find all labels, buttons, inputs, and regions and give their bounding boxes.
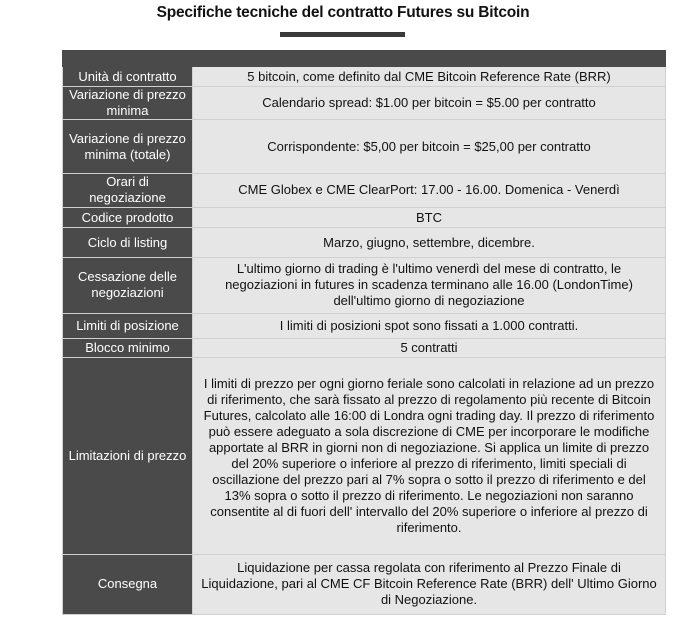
table-row-codice xyxy=(63,208,666,227)
header-cell-right xyxy=(193,51,666,67)
header-cell-left xyxy=(63,51,193,67)
row-value: Calendario spread: $1.00 per bitcoin = $5.00 per contratto xyxy=(193,86,666,120)
row-value: 5 bitcoin, come definito dal CME Bitcoin Reference Rate (BRR) xyxy=(193,67,666,86)
table-row-orari xyxy=(63,173,666,208)
row-label: Variazione di prezzo minima xyxy=(63,86,193,120)
row-label: Variazione di prezzo minima (totale) xyxy=(63,120,193,173)
row-value: CME Globex e CME ClearPort: 17.00 - 16.00. Domenica - Venerdì xyxy=(193,173,666,208)
row-label: Blocco minimo xyxy=(63,339,193,358)
row-value: 5 contratti xyxy=(193,339,666,358)
row-label: Limiti di posizione xyxy=(63,313,193,339)
table-row-consegna xyxy=(63,554,666,614)
row-label: Ciclo di listing xyxy=(63,227,193,258)
document-title: Specifiche tecniche del contratto Futures su Bitcoin xyxy=(156,4,530,21)
spec-table xyxy=(62,50,666,615)
table-row-variazione-totale xyxy=(63,120,666,173)
table-row-unita xyxy=(63,67,666,86)
row-value: BTC xyxy=(193,208,666,227)
table-row-limiti-posizione xyxy=(63,313,666,339)
table-row-cessazione xyxy=(63,258,666,313)
row-label: Consegna xyxy=(63,554,193,614)
table-row-limitazioni-prezzo xyxy=(63,358,666,554)
row-label: Cessazione delle negoziazioni xyxy=(63,258,193,313)
row-value: I limiti di posizioni spot sono fissati a 1.000 contratti. xyxy=(193,313,666,339)
table-header-bar xyxy=(63,51,666,67)
row-value: Corrispondente: $5,00 per bitcoin = $25,00 per contratto xyxy=(193,120,666,173)
row-label: Orari di negoziazione xyxy=(63,173,193,208)
row-value: Liquidazione per cassa regolata con riferimento al Prezzo Finale di Liquidazione, pari al CME CF Bitcoin Reference Rate (BRR) dell' Ultimo Giorno di Negoziazione. xyxy=(193,554,666,614)
row-label: Unità di contratto xyxy=(63,67,193,86)
row-label: Limitazioni di prezzo xyxy=(63,358,193,554)
table-row-ciclo xyxy=(63,227,666,258)
row-label: Codice prodotto xyxy=(63,208,193,227)
table-row-variazione xyxy=(63,86,666,120)
row-value: I limiti di prezzo per ogni giorno feriale sono calcolati in relazione ad un prezzo di riferimento, che sarà fissato al prezzo di regolamento più recente di Bitcoin Futures, calcolato alle 16:00 di Londra ogni trading day. Il prezzo di riferimento può essere adeguato a sola discrezione di CME per incorporare le modifiche apportate al BRR in giorni non di negoziazione. Si applica un limite di prezzo del 20% superiore o inferiore al prezzo di riferimento, limiti speciali di oscillazione del prezzo pari al 7% sopra o sotto il prezzo di riferimento e del 13% sopra o sotto il prezzo di riferimento. Le negoziazioni non saranno consentite al di fuori dell' intervallo del 20% superiore o inferiore al prezzo di riferimento. xyxy=(193,358,666,554)
row-value: Marzo, giugno, settembre, dicembre. xyxy=(193,227,666,258)
row-value: L'ultimo giorno di trading è l'ultimo venerdì del mese di contratto, le negoziazioni in futures in scadenza terminano alle 16.00 (LondonTime) dell'ultimo giorno di negoziazione xyxy=(193,258,666,313)
table-row-blocco xyxy=(63,339,666,358)
title-underline xyxy=(280,32,405,37)
